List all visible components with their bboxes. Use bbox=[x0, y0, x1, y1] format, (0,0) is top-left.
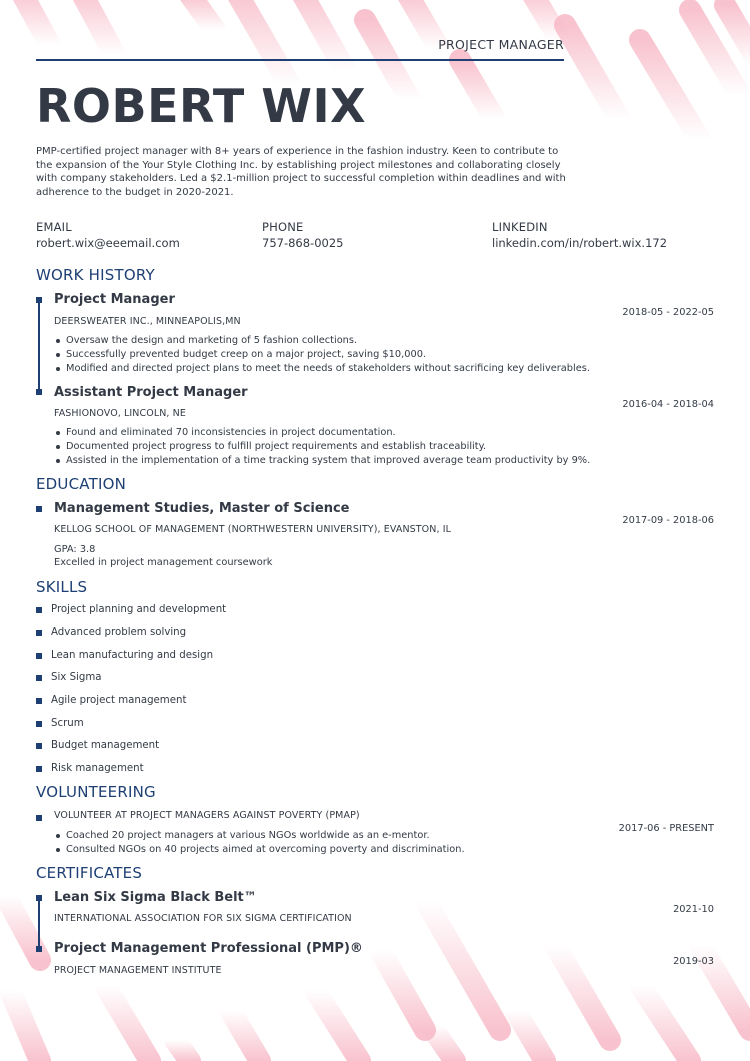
list-item: Coached 20 project managers at various NGOs worldwide as an e-mentor. bbox=[54, 829, 465, 843]
certificate-title-2: Project Management Professional (PMP)® bbox=[54, 941, 363, 956]
list-item: Documented project progress to fulfill project requirements and establish traceability. bbox=[54, 440, 590, 454]
volunteer-role: VOLUNTEER AT PROJECT MANAGERS AGAINST POVERTY (PMAP) bbox=[54, 810, 360, 821]
skill-label: Lean manufacturing and design bbox=[51, 650, 214, 661]
education-gpa: GPA: 3.8 bbox=[54, 544, 96, 555]
list-item: Successfully prevented budget creep on a major project, saving $10,000. bbox=[54, 348, 590, 362]
skill-bullet bbox=[36, 630, 42, 636]
certificate-date-2: 2019-03 bbox=[673, 956, 714, 967]
contact-phone bbox=[262, 219, 343, 251]
job-dates-2: 2016-04 - 2018-04 bbox=[622, 399, 714, 410]
volunteer-dates: 2017-06 - PRESENT bbox=[618, 823, 714, 834]
header-divider bbox=[36, 59, 564, 61]
section-heading-education: EDUCATION bbox=[36, 475, 126, 493]
linkedin-label: LINKEDIN bbox=[492, 220, 548, 234]
skill-bullet bbox=[36, 743, 42, 749]
education-school: KELLOG SCHOOL OF MANAGEMENT (NORTHWESTERN UNIVERSITY), EVANSTON, IL bbox=[54, 524, 452, 535]
volunteer-duties bbox=[54, 829, 465, 857]
education-note: Excelled in project management coursework bbox=[54, 557, 273, 568]
list-item: Consulted NGOs on 40 projects aimed at overcoming poverty and discrimination. bbox=[54, 843, 465, 857]
certificate-issuer-2: PROJECT MANAGEMENT INSTITUTE bbox=[54, 965, 222, 976]
list-item: Assisted in the implementation of a time tracking system that improved average team productivity by 9%. bbox=[54, 454, 590, 468]
contact-linkedin bbox=[492, 219, 667, 251]
job-title: PROJECT MANAGER bbox=[438, 37, 564, 52]
certificate-date-1: 2021-10 bbox=[673, 904, 714, 915]
job-duties-2 bbox=[54, 426, 590, 468]
skill-label: Six Sigma bbox=[51, 672, 102, 683]
timeline-line bbox=[38, 898, 40, 948]
education-degree: Management Studies, Master of Science bbox=[54, 501, 350, 516]
skill-label: Project planning and development bbox=[51, 604, 227, 615]
summary-text: PMP-certified project manager with 8+ years of experience in the fashion industry. Keen to contribute to the expansion of the Your Style Clothing Inc. by establishing project milestones and collaborating closely with company stakeholders. Led a $2.1-million project to successful completion within deadlines and with adherence to the budget in 2020-2021. bbox=[36, 146, 566, 198]
job-title-1: Project Manager bbox=[54, 292, 175, 307]
certificate-title-1: Lean Six Sigma Black Belt™ bbox=[54, 890, 257, 905]
email-value[interactable]: robert.wix@eeemail.com bbox=[36, 236, 180, 250]
section-heading-work-history: WORK HISTORY bbox=[36, 266, 155, 284]
job-employer-2: FASHIONOVO, LINCOLN, NE bbox=[54, 408, 186, 419]
email-label: EMAIL bbox=[36, 220, 72, 234]
certificate-issuer-1: INTERNATIONAL ASSOCIATION FOR SIX SIGMA CERTIFICATION bbox=[54, 913, 352, 924]
list-item: Found and eliminated 70 inconsistencies in project documentation. bbox=[54, 426, 590, 440]
job-duties-1 bbox=[54, 334, 590, 376]
job-dates-1: 2018-05 - 2022-05 bbox=[622, 307, 714, 318]
candidate-name: ROBERT WIX bbox=[36, 79, 367, 133]
timeline-bullet bbox=[36, 815, 42, 821]
skill-bullet bbox=[36, 675, 42, 681]
list-item: Modified and directed project plans to meet the needs of stakeholders without sacrificing key deliverables. bbox=[54, 362, 590, 376]
job-title-2: Assistant Project Manager bbox=[54, 385, 248, 400]
skill-bullet bbox=[36, 766, 42, 772]
skill-label: Agile project management bbox=[51, 695, 187, 706]
job-employer-1: DEERSWEATER INC., MINNEAPOLIS,MN bbox=[54, 316, 241, 327]
linkedin-value[interactable]: linkedin.com/in/robert.wix.172 bbox=[492, 236, 668, 250]
skill-label: Advanced problem solving bbox=[51, 627, 187, 638]
phone-value[interactable]: 757-868-0025 bbox=[262, 236, 344, 250]
skill-bullet bbox=[36, 721, 42, 727]
skill-label: Scrum bbox=[51, 718, 84, 729]
section-heading-certificates: CERTIFICATES bbox=[36, 864, 143, 882]
timeline-bullet bbox=[36, 895, 42, 901]
timeline-bullet bbox=[36, 506, 42, 512]
education-dates: 2017-09 - 2018-06 bbox=[622, 515, 714, 526]
skill-bullet bbox=[36, 698, 42, 704]
contact-email bbox=[36, 219, 180, 251]
timeline-line bbox=[38, 300, 40, 392]
list-item: Oversaw the design and marketing of 5 fashion collections. bbox=[54, 334, 590, 348]
timeline-bullet bbox=[36, 297, 42, 303]
timeline-bullet bbox=[36, 389, 42, 395]
skill-bullet bbox=[36, 607, 42, 613]
skill-label: Budget management bbox=[51, 740, 160, 751]
section-heading-skills: SKILLS bbox=[36, 578, 88, 596]
timeline-bullet bbox=[36, 946, 42, 952]
skill-label: Risk management bbox=[51, 763, 144, 774]
skill-bullet bbox=[36, 653, 42, 659]
section-heading-volunteering: VOLUNTEERING bbox=[36, 783, 156, 801]
phone-label: PHONE bbox=[262, 220, 304, 234]
